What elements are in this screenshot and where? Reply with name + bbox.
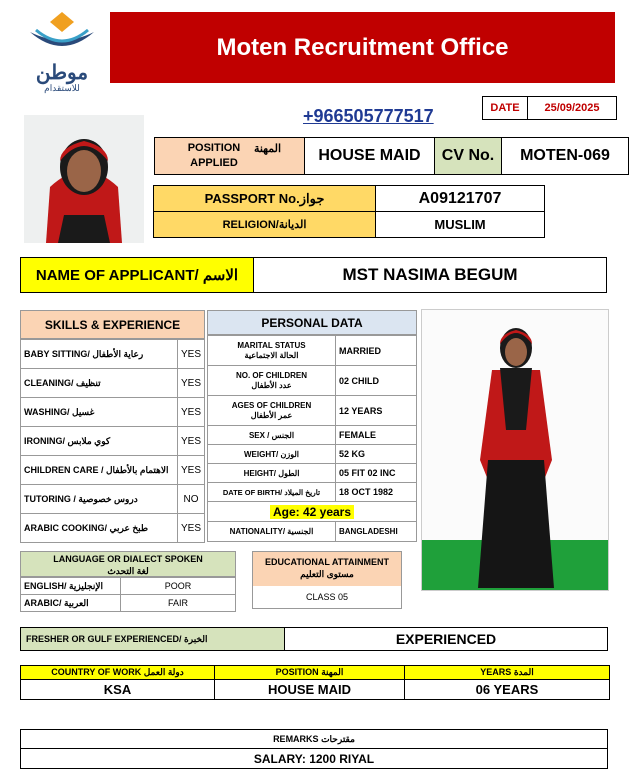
age-cell	[208, 502, 417, 522]
language-value: POOR	[121, 578, 236, 595]
skills-row	[21, 398, 205, 427]
logo-brand: موطن	[35, 62, 89, 84]
remarks-value: SALARY: 1200 RIYAL	[20, 749, 608, 769]
marital-label-cell: MARITAL STATUS الحالة الاجتماعية	[208, 336, 336, 366]
skill-value: YES	[177, 427, 204, 456]
position-label-ar: المهنة	[253, 143, 282, 155]
skills-row	[21, 456, 205, 485]
personal-table	[207, 335, 417, 542]
nationality-value: BANGLADESHI	[336, 522, 417, 542]
full-body-photo	[421, 309, 609, 591]
skills-row	[21, 369, 205, 398]
skill-label: ARABIC COOKING/ طبخ عربي	[21, 514, 178, 543]
children-value: 02 CHILD	[336, 366, 417, 396]
work-header-country: COUNTRY OF WORK دولة العمل	[21, 666, 215, 679]
passport-photo	[24, 115, 144, 243]
applicant-label: NAME OF APPLICANT/ الاسم	[21, 258, 254, 292]
skills-row	[21, 485, 205, 514]
date-label: DATE	[483, 97, 528, 119]
page-title: Moten Recruitment Office	[216, 33, 509, 61]
work-header-position: POSITION المهنة	[215, 666, 405, 679]
experience-label: FRESHER OR GULF EXPERIENCED/ الخبرة	[21, 628, 285, 650]
skill-label: IRONING/ كوي ملابس	[21, 427, 178, 456]
religion-value: MUSLIM	[375, 211, 545, 238]
skill-label: TUTORING / دروس خصوصية	[21, 485, 178, 514]
weight-label: WEIGHT/ الوزن	[208, 445, 336, 464]
applicant-name: MST NASIMA BEGUM	[342, 265, 518, 284]
language-header: LANGUAGE OR DIALECT SPOKEN لغة التحدث	[20, 551, 236, 577]
marital-value: MARRIED	[336, 336, 417, 366]
applicant-row	[20, 257, 607, 293]
language-row	[21, 595, 236, 612]
passport-label: PASSPORT No.جواز	[153, 185, 376, 212]
height-value: 05 FIT 02 INC	[336, 464, 417, 483]
education-section	[252, 551, 402, 609]
skills-row	[21, 427, 205, 456]
position-label: POSITION APPLIED	[187, 142, 241, 169]
language-value: FAIR	[121, 595, 236, 612]
position-label-cell	[154, 137, 305, 175]
language-label: ENGLISH/ الإنجليزية	[21, 578, 121, 595]
cv-value: MOTEN-069	[501, 137, 629, 175]
language-label: ARABIC/ العربية	[21, 595, 121, 612]
children-label-cell: NO. OF CHILDREN عدد الأطفال	[208, 366, 336, 396]
skills-row	[21, 514, 205, 543]
skill-label: CLEANING/ تنظيف	[21, 369, 178, 398]
cv-label: CV No.	[434, 137, 502, 175]
religion-label: RELIGION/الديانة	[153, 211, 376, 238]
work-header-years: YEARS المدة	[480, 667, 534, 677]
skills-header: SKILLS & EXPERIENCE	[20, 310, 205, 339]
logo-tagline: للاستقدام	[44, 83, 80, 93]
experience-value: EXPERIENCED	[395, 631, 497, 647]
language-section	[20, 551, 236, 612]
weight-value: 52 KG	[336, 445, 417, 464]
logo-mark-icon	[22, 10, 102, 58]
nationality-label: NATIONALITY/ الجنسية	[208, 522, 336, 542]
education-value: CLASS 05	[305, 592, 349, 602]
remarks-section	[20, 729, 608, 769]
skill-label: WASHING/ غسيل	[21, 398, 178, 427]
date-value: 25/09/2025	[544, 102, 600, 114]
language-row	[21, 578, 236, 595]
skill-label: BABY SITTING/ رعاية الأطفال	[21, 340, 178, 369]
skill-value: YES	[177, 514, 204, 543]
sex-label: SEX / الجنس	[208, 426, 336, 445]
dob-value: 18 OCT 1982	[336, 483, 417, 502]
work-section	[20, 665, 610, 700]
passport-value: A09121707	[375, 185, 545, 212]
age-value: Age: 42 years	[270, 505, 354, 519]
skills-table	[20, 339, 205, 543]
sex-value: FEMALE	[336, 426, 417, 445]
skill-value: YES	[177, 340, 204, 369]
position-value: HOUSE MAID	[304, 137, 435, 175]
skill-value: YES	[177, 456, 204, 485]
skills-row	[21, 340, 205, 369]
language-table	[20, 577, 236, 612]
experience-row	[20, 627, 608, 651]
personal-section	[207, 310, 417, 542]
work-position: HOUSE MAID	[215, 680, 405, 699]
skill-value: NO	[177, 485, 204, 514]
skill-value: YES	[177, 369, 204, 398]
skill-label: CHILDREN CARE / الاهتمام بالأطفال	[21, 456, 178, 485]
personal-header: PERSONAL DATA	[207, 310, 417, 335]
work-years: 06 YEARS	[475, 682, 539, 697]
remarks-label: REMARKS مقترحات	[20, 729, 608, 749]
skills-section	[20, 310, 205, 543]
logo	[22, 10, 102, 93]
dob-label: DATE OF BIRTH/ تاريخ الميلاد	[208, 483, 336, 502]
education-header: EDUCATIONAL ATTAINMENT مستوى التعليم	[253, 552, 401, 586]
phone-link[interactable]: +966505777517	[303, 106, 434, 126]
work-country: KSA	[21, 680, 215, 699]
ages-value: 12 YEARS	[336, 396, 417, 426]
header-banner	[110, 12, 615, 83]
date-box	[482, 96, 617, 120]
skill-value: YES	[177, 398, 204, 427]
height-label: HEIGHT/ الطول	[208, 464, 336, 483]
ages-label-cell: AGES OF CHILDREN عمر الأطفال	[208, 396, 336, 426]
